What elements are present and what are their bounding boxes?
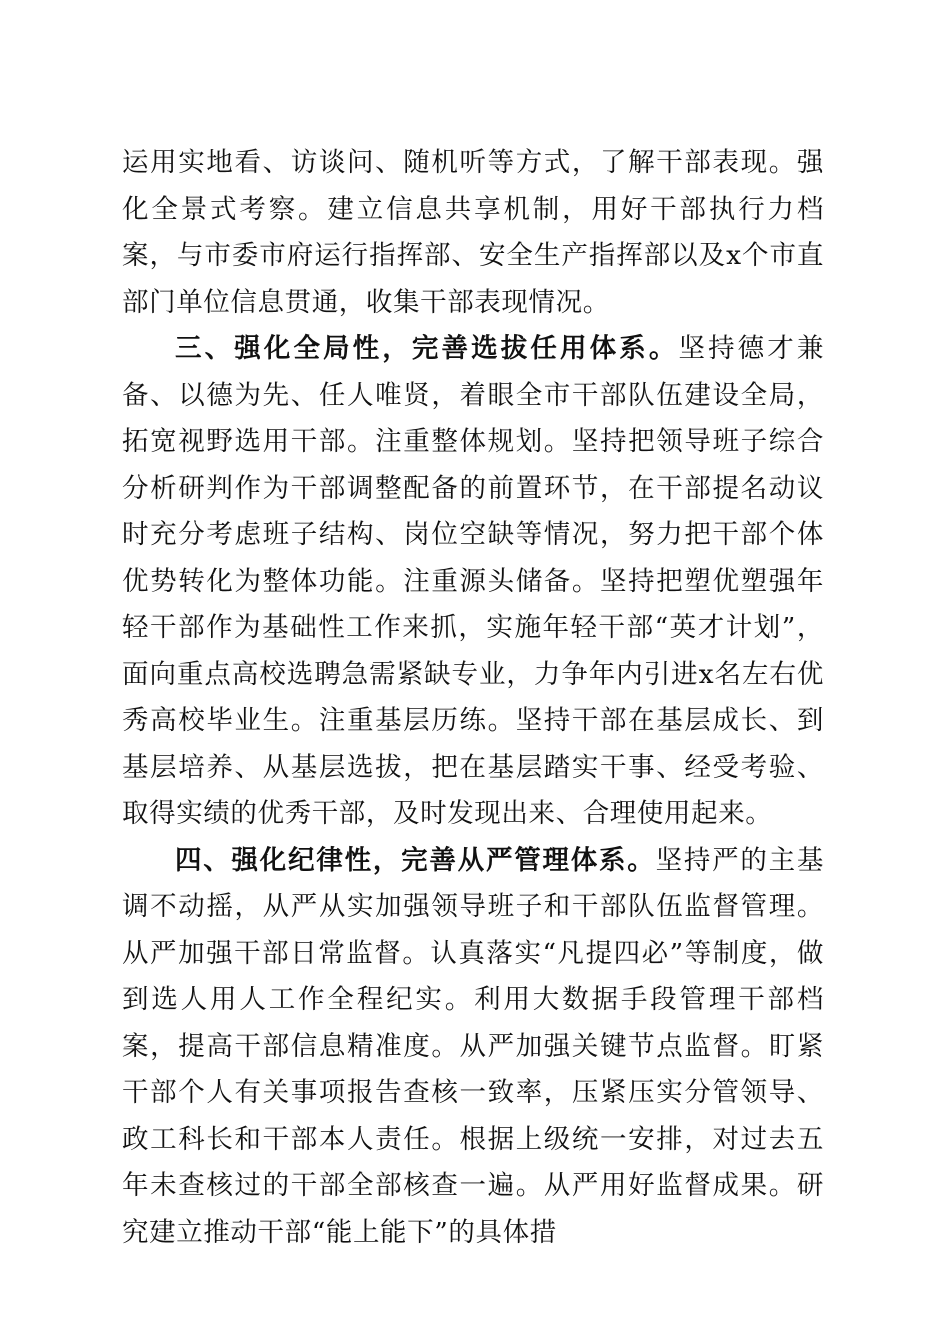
paragraph-body: 坚持严的主基调不动摇，从严从实加强领导班子和干部队伍监督管理。从严加强干部日常监督。认真落实“凡提四必”等制度，做到选人用人工作全程纪实。利用大数据手段管理干部档案，提高干部信息精准度。从严加强关键节点监督。盯紧干部个人有关事项报告查核一致率，压紧压实分管领导、政工科长和干部本人责任。根据上级统一安排，对过去五年未查核过的干部全部核查一遍。从严用好监督成果。研究建立推动干部“能上能下”的具体措 bbox=[122, 844, 825, 1248]
paragraph-body: 坚持德才兼备、以德为先、任人唯贤，着眼全市干部队伍建设全局，拓宽视野选用干部。注重整体规划。坚持把领导班子综合分析研判作为干部调整配备的前置环节，在干部提名动议时充分考虑班子结构、岗位空缺等情况，努力把干部个体优势转化为整体功能。注重源头储备。坚持把塑优塑强年轻干部作为基础性工作来抓，实施年轻干部“英才计划”，面向重点高校选聘急需紧缺专业，力争年内引进x名左右优秀高校毕业生。注重基层历练。坚持干部在基层成长、到基层培养、从基层选拔，把在基层踏实干事、经受考验、取得实绩的优秀干部，及时发现出来、合理使用起来。 bbox=[122, 333, 825, 829]
paragraph-body: 运用实地看、访谈问、随机听等方式，了解干部表现。强化全景式考察。建立信息共享机制，用好干部执行力档案，与市委市府运行指挥部、安全生产指挥部以及x个市直部门单位信息贯通，收集干部表现情况。 bbox=[122, 147, 824, 318]
section-heading: 四、强化纪律性，完善从严管理体系。 bbox=[175, 844, 656, 876]
document-body bbox=[122, 140, 824, 1256]
paragraph-section-three bbox=[122, 326, 824, 838]
paragraph-section-four bbox=[122, 838, 824, 1257]
paragraph-continuation bbox=[122, 140, 824, 326]
section-heading: 三、强化全局性，完善选拔任用体系。 bbox=[175, 333, 679, 364]
